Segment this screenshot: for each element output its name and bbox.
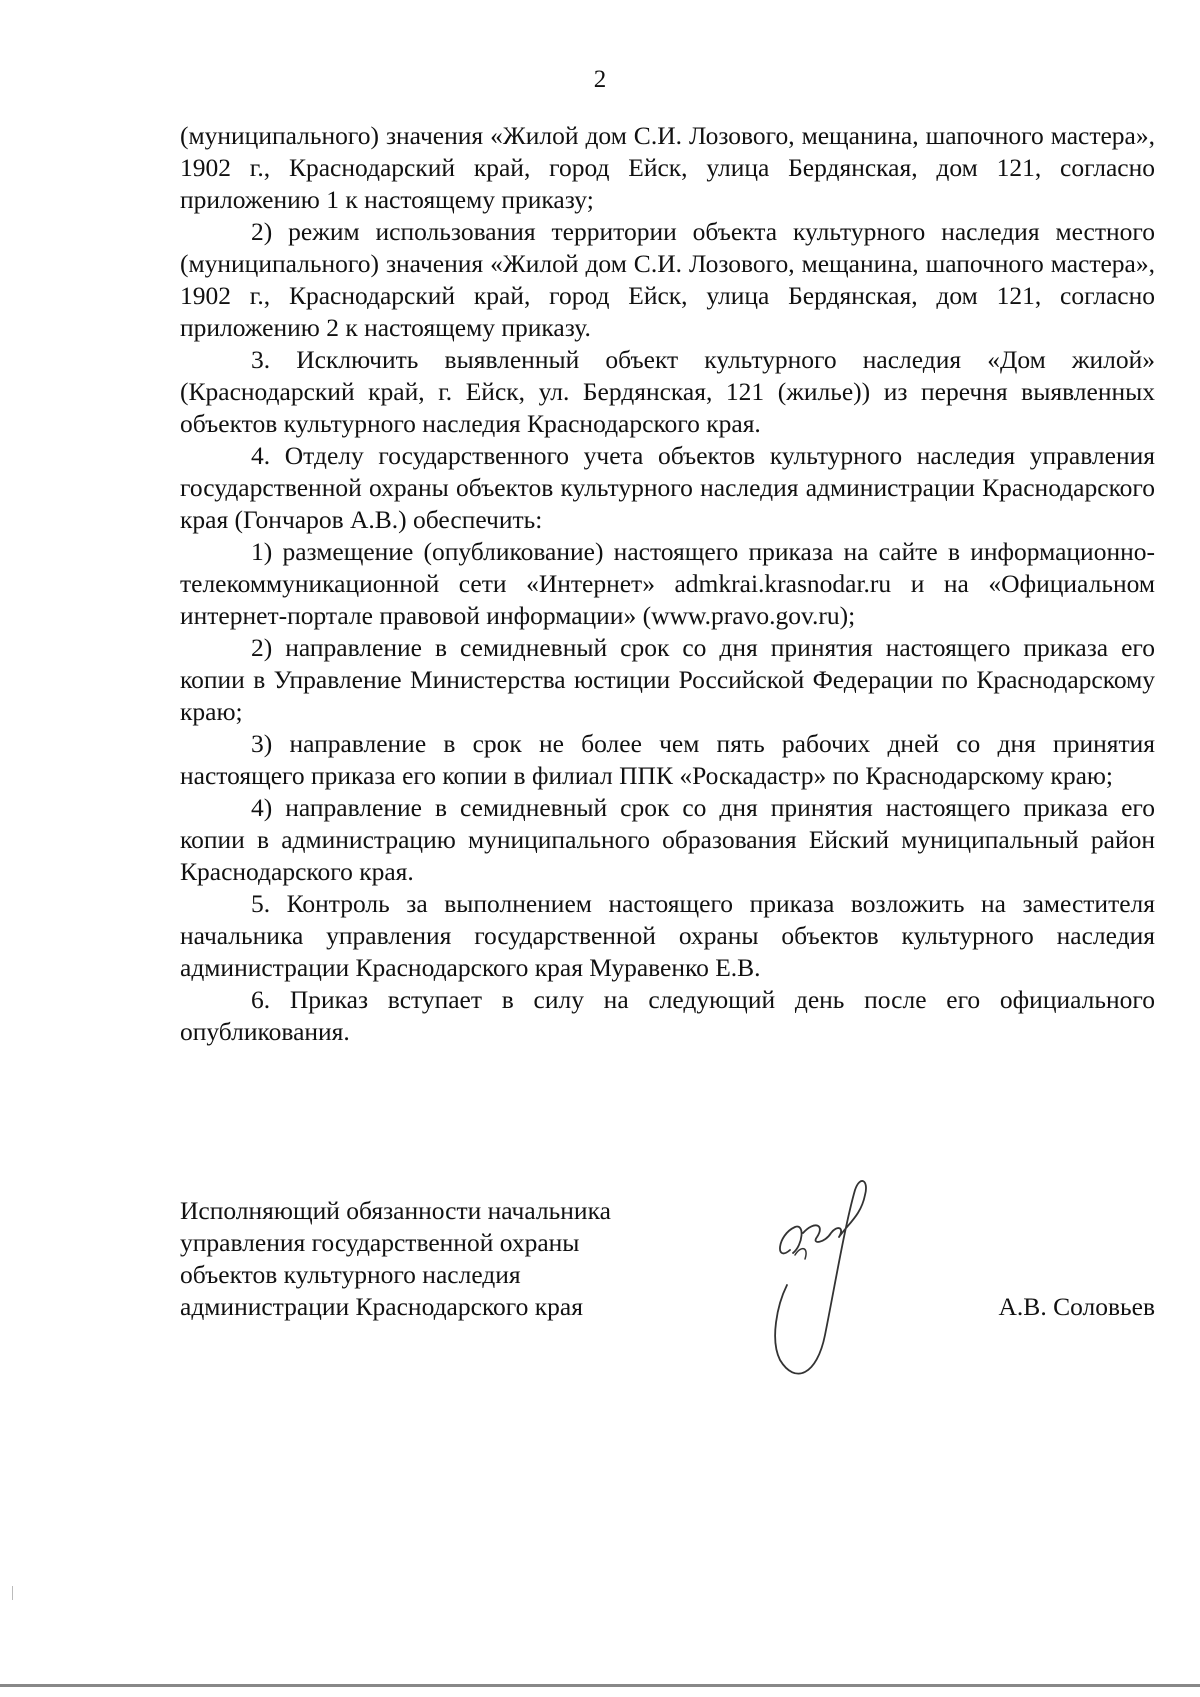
- signatory-title-line: объектов культурного наследия: [180, 1260, 521, 1289]
- signatory-title-line: Исполняющий обязанности начальника: [180, 1196, 611, 1225]
- page-number: 2: [593, 66, 607, 93]
- signatory-title-line: управления государственной охраны: [180, 1228, 580, 1257]
- paragraph-item-3-exclude: 3. Исключить выявленный объект культурного наследия «Дом жилой» (Краснодарский край, г. Ейск, ул. Бердянская, 121 (жилье)) из перечня выявленных объектов культурного наследия Краснодарского края.: [180, 345, 1155, 438]
- paragraph-item-4-department: 4. Отделу государственного учета объектов культурного наследия управления государственной охраны объектов культурного наследия администрации Краснодарского края (Гончаров А.В.) обеспечить:: [180, 441, 1155, 534]
- page-bottom-edge: [0, 1684, 1200, 1687]
- document-body: [180, 120, 1155, 1048]
- signature-block: [180, 1195, 1155, 1425]
- paragraph-subitem-1-publication: 1) размещение (опубликование) настоящего приказа на сайте в информационно-телекоммуникационной сети «Интернет» admkrai.krasnodar.ru и на «Официальном интернет-портале правовой информации» (www.pravo.gov.ru);: [180, 537, 1155, 630]
- signatory-name: А.В. Соловьев: [998, 1292, 1155, 1321]
- signatory-title: [180, 1195, 700, 1323]
- paragraph-subitem-4-municipality: 4) направление в семидневный срок со дня принятия настоящего приказа его копии в администрацию муниципального образования Ейский муниципальный район Краснодарского края.: [180, 793, 1155, 886]
- paragraph-continuation: (муниципального) значения «Жилой дом С.И. Лозового, мещанина, шапочного мастера», 1902 г., Краснодарский край, город Ейск, улица Бердянская, дом 121, согласно приложению 1 к настоящему приказу;: [180, 121, 1155, 214]
- paragraph-item-6-effect: 6. Приказ вступает в силу на следующий день после его официального опубликования.: [180, 985, 1155, 1046]
- paragraph-item-2-regime: 2) режим использования территории объекта культурного наследия местного (муниципального) значения «Жилой дом С.И. Лозового, мещанина, шапочного мастера», 1902 г., Краснодарский край, город Ейск, улица Бердянская, дом 121, согласно приложению 2 к настоящему приказу.: [180, 217, 1155, 342]
- paragraph-subitem-2-justice: 2) направление в семидневный срок со дня принятия настоящего приказа его копии в Управление Министерства юстиции Российской Федерации по Краснодарскому краю;: [180, 633, 1155, 726]
- handwritten-signature: [765, 1175, 895, 1395]
- scan-margin-mark: [12, 1586, 13, 1600]
- signatory-title-line: администрации Краснодарского края: [180, 1292, 583, 1321]
- paragraph-item-5-control: 5. Контроль за выполнением настоящего приказа возложить на заместителя начальника управления государственной охраны объектов культурного наследия администрации Краснодарского края Муравенко Е.В.: [180, 889, 1155, 982]
- paragraph-subitem-3-roskadastr: 3) направление в срок не более чем пять рабочих дней со дня принятия настоящего приказа его копии в филиал ППК «Роскадастр» по Краснодарскому краю;: [180, 729, 1155, 790]
